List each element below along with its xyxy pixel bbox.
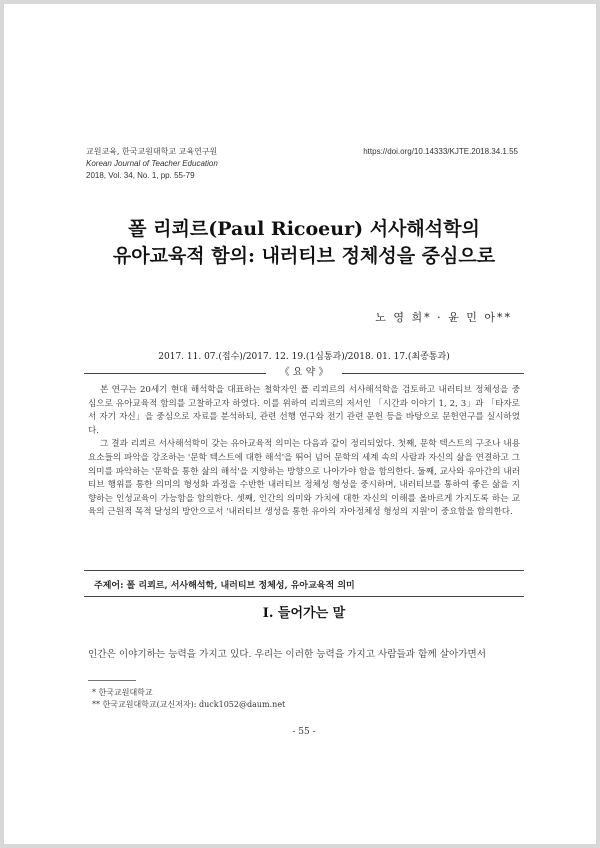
footnote-2: ** 한국교원대학교(교신저자): duck1052@daum.net [92,700,286,709]
section-heading: Ⅰ. 들어가는 말 [262,606,346,621]
paper-title-line1: 폴 리쾨르(Paul Ricoeur) 서사해석학의 [128,218,480,240]
doi-link[interactable]: https://doi.org/10.14333/KJTE.2018.34.1.55 [363,147,518,156]
journal-name-english: Korean Journal of Teacher Education [86,159,218,168]
footnote-rule [88,680,136,681]
journal-name-korean: 교원교육, 한국교원대학교 교육연구원 [86,147,218,156]
submission-dates: 2017. 11. 07.(접수)/2017. 12. 19.(1심통과)/2018. 01. 17.(최종통과) [158,352,450,362]
keywords-text: 폴 리쾨르, 서사해석학, 내러티브 정체성, 유아교육적 의미 [126,581,355,591]
paper-title-line2: 유아교육적 함의: 내러티브 정체성을 중심으로 [112,245,496,267]
body-paragraph: 인간은 이야기하는 능력을 가지고 있다. 우리는 이러한 능력을 가지고 사람들과 함께 살아가면서 [88,649,487,660]
abstract-rule-left [84,373,266,374]
abstract-paragraph-1: 본 연구는 20세기 현대 해석학을 대표하는 철학자인 폴 리쾨르의 서사해석학을 검토하고 내러티브 정체성을 중심으로 유아교육적 함의를 고찰하고자 하였다. 이를 위하여 리쾨르의 저서인 「시간과 이야기 1, 2, 3」과 「타자로서 자기 자신」을 중심으로 자료를 분석하되, 관련 선행 연구와 전기 관련 문헌 등을 바탕으로 문헌연구를 실시하였다. [88,385,520,436]
abstract-divider [84,570,524,571]
keywords [94,578,355,591]
abstract-paragraph-2: 그 결과 리쾨르 서사해석학이 갖는 유아교육적 의미는 다음과 같이 정리되었다. 첫째, 문학 텍스트의 구조나 내용 요소들의 파악을 강조하는 '문학 텍스트에 대한 해석'을 뛰어 넘어 문학의 세계 속의 사람과 자신의 삶을 연결하고 그 의미를 파악하는 '문학을 통한 삶의 해석'을 지향하는 방향으로 나아가야 함을 함의한다. 둘째, 교사와 유아간의 내러티브 행위를 통한 의미의 형성화 과정을 수반한 내러티브 정체성 형성을 중시하며, 내러티브를 통하여 좋은 삶을 지향하는 인성교육이 가능함을 함의한다. 셋째, 인간의 의미와 가치에 대한 자신의 이해를 올바르게 가지도록 하는 교육의 근원적 목적 달성의 방안으로서 '내러티브 생성을 통한 유아의 자아정체성 형성의 지원'이 중요함을 함의한다. [88,439,520,518]
keywords-divider [84,596,524,597]
paper-page [4,4,596,844]
abstract-body [88,384,520,520]
footnote-1: * 한국교원대학교 [92,688,153,697]
journal-volume: 2018, Vol. 34, No. 1, pp. 55-79 [86,171,195,180]
page-number: - 55 - [292,727,316,737]
abstract-heading [84,366,524,380]
abstract-label: 《 요 약 》 [279,367,329,378]
abstract-rule-right [342,373,524,374]
journal-header [86,146,218,182]
authors: 노 영 희* · 윤 민 아** [375,311,512,324]
keywords-label: 주제어: [94,581,124,591]
